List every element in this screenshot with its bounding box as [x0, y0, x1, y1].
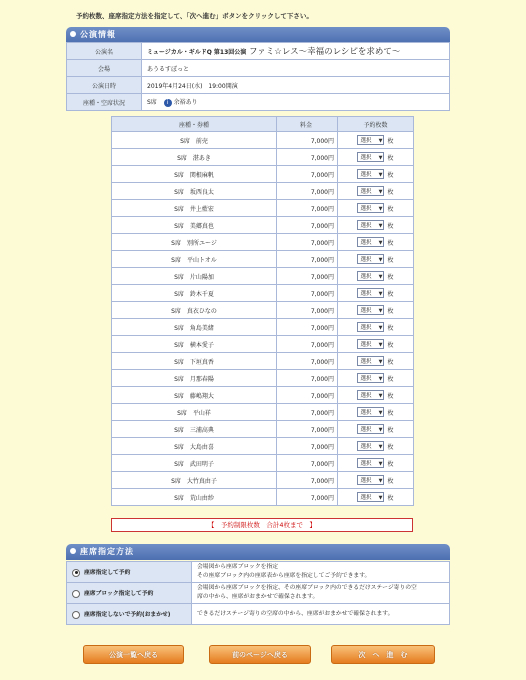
seat-type-name: S席 角島美緒 [112, 319, 277, 336]
seat-row [112, 472, 414, 489]
method-desc-line: 会場図から座席ブロックを指定、その座席ブロック内のできるだけステージ寄りの空 [197, 585, 417, 591]
performance-name-prefix: ミュージカル・ギルドQ 第13回公演 [147, 49, 247, 56]
performance-name-title: ファミ☆レス〜幸福のレシピを求めて〜 [248, 47, 401, 57]
quantity-select[interactable] [357, 186, 384, 196]
reservation-limit-note: 【 予約制限枚数 合計4枚まで 】 [111, 518, 413, 532]
seat-price: 7,000円 [277, 302, 338, 319]
chevron-down-icon: ▼ [378, 138, 383, 144]
method-option-desc [192, 604, 450, 625]
seat-row [112, 302, 414, 319]
method-option-label[interactable] [67, 562, 192, 583]
quantity-unit: 枚 [387, 392, 394, 400]
quantity-select-value: 選択 [360, 138, 372, 144]
quantity-select-value: 選択 [360, 325, 372, 331]
seat-price: 7,000円 [277, 132, 338, 149]
radio-auto-select[interactable] [72, 611, 80, 619]
method-option-text: 座席ブロック指定して予約 [84, 591, 154, 598]
quantity-cell [338, 132, 414, 149]
quantity-select[interactable] [357, 390, 384, 400]
instruction-text: 予約枚数、座席指定方法を指定して、「次へ進む」ボタンをクリックして下さい。 [76, 12, 313, 20]
quantity-cell [338, 234, 414, 251]
seat-price: 7,000円 [277, 251, 338, 268]
chevron-down-icon: ▼ [378, 172, 383, 178]
seat-price: 7,000円 [277, 200, 338, 217]
seat-row [112, 149, 414, 166]
header-price: 料金 [277, 117, 338, 132]
seat-row [112, 166, 414, 183]
seat-type-name: S席 大島由喜 [112, 438, 277, 455]
chevron-down-icon: ▼ [378, 495, 383, 501]
seat-row [112, 234, 414, 251]
seat-type-name: S席 三浦高典 [112, 421, 277, 438]
quantity-unit: 枚 [387, 290, 394, 298]
seat-price: 7,000円 [277, 183, 338, 200]
seat-price: 7,000円 [277, 387, 338, 404]
seat-type-name: S席 前売 [112, 132, 277, 149]
quantity-cell [338, 268, 414, 285]
seat-row [112, 183, 414, 200]
quantity-select[interactable] [357, 441, 384, 451]
seat-type-name: S席 藤嶋翔大 [112, 387, 277, 404]
quantity-select-value: 選択 [360, 257, 372, 263]
method-option-auto[interactable] [67, 604, 450, 625]
seat-status-value [142, 94, 450, 111]
quantity-select-value: 選択 [360, 359, 372, 365]
chevron-down-icon: ▼ [378, 189, 383, 195]
seat-status-label: 座種・空席状況 [67, 94, 142, 111]
method-option-label[interactable] [67, 604, 192, 625]
next-button[interactable]: 次 へ 進 む [331, 645, 435, 664]
quantity-select[interactable] [357, 407, 384, 417]
chevron-down-icon: ▼ [378, 291, 383, 297]
info-icon[interactable]: i [164, 99, 172, 107]
seat-row [112, 387, 414, 404]
quantity-cell [338, 387, 414, 404]
seat-row [112, 421, 414, 438]
header-quantity: 予約枚数 [338, 117, 414, 132]
chevron-down-icon: ▼ [378, 478, 383, 484]
seat-row [112, 438, 414, 455]
quantity-select-value: 選択 [360, 223, 372, 229]
radio-block-select[interactable] [72, 590, 80, 598]
method-option-label[interactable] [67, 583, 192, 604]
back-to-list-button[interactable]: 公演一覧へ戻る [83, 645, 184, 664]
seat-type-name: S席 武田明子 [112, 455, 277, 472]
performance-name-value [142, 43, 450, 60]
performance-name-label: 公演名 [67, 43, 142, 60]
quantity-cell [338, 285, 414, 302]
quantity-select[interactable] [357, 135, 384, 145]
seat-type-name: S席 下垣真香 [112, 353, 277, 370]
chevron-down-icon: ▼ [378, 223, 383, 229]
radio-seat-select[interactable] [72, 569, 80, 577]
previous-page-button[interactable]: 前のページへ戻る [209, 645, 311, 664]
quantity-select-value: 選択 [360, 478, 372, 484]
chevron-down-icon: ▼ [378, 257, 383, 263]
venue-value: あうるすぽっと [142, 60, 450, 77]
quantity-select-value: 選択 [360, 291, 372, 297]
seat-rows [112, 132, 414, 506]
method-option-seat[interactable] [67, 562, 450, 583]
chevron-down-icon: ▼ [378, 461, 383, 467]
performance-info-table [66, 42, 450, 111]
quantity-select-value: 選択 [360, 342, 372, 348]
quantity-select-value: 選択 [360, 155, 372, 161]
seat-row [112, 251, 414, 268]
chevron-down-icon: ▼ [378, 206, 383, 212]
quantity-select[interactable] [357, 475, 384, 485]
quantity-cell [338, 251, 414, 268]
quantity-unit: 枚 [387, 188, 394, 196]
chevron-down-icon: ▼ [378, 444, 383, 450]
header-seat-type: 座種・券種 [112, 117, 277, 132]
seat-price: 7,000円 [277, 353, 338, 370]
seat-row [112, 200, 414, 217]
quantity-select-value: 選択 [360, 444, 372, 450]
seat-type-name: S席 関根麻帆 [112, 166, 277, 183]
quantity-select[interactable] [357, 288, 384, 298]
chevron-down-icon: ▼ [378, 325, 383, 331]
quantity-unit: 枚 [387, 205, 394, 213]
quantity-select-value: 選択 [360, 427, 372, 433]
seat-price: 7,000円 [277, 268, 338, 285]
seat-row [112, 285, 414, 302]
seat-type-name: S席 横本愛子 [112, 336, 277, 353]
seat-row [112, 319, 414, 336]
seat-price: 7,000円 [277, 285, 338, 302]
chevron-down-icon: ▼ [378, 427, 383, 433]
quantity-unit: 枚 [387, 239, 394, 247]
method-desc-line: 席の中から、座席がおまかせで確保されます。 [197, 594, 319, 600]
method-desc-line: 会場図から座席ブロックを指定 [197, 564, 279, 570]
quantity-unit: 枚 [387, 375, 394, 383]
method-option-text: 座席指定して予約 [84, 570, 131, 577]
quantity-cell [338, 489, 414, 506]
method-option-desc [192, 583, 450, 604]
quantity-cell [338, 319, 414, 336]
quantity-unit: 枚 [387, 154, 394, 162]
quantity-cell [338, 302, 414, 319]
datetime-label: 公演日時 [67, 77, 142, 94]
seat-method-header: 座席指定方法 [66, 544, 450, 560]
seat-type-name: S席 片山陽加 [112, 268, 277, 285]
quantity-cell [338, 166, 414, 183]
seat-type-name: S席 別所ユージ [112, 234, 277, 251]
quantity-select[interactable] [357, 339, 384, 349]
seat-row [112, 132, 414, 149]
quantity-unit: 枚 [387, 477, 394, 485]
seat-table-header [112, 117, 414, 132]
chevron-down-icon: ▼ [378, 410, 383, 416]
seat-price: 7,000円 [277, 319, 338, 336]
seat-row [112, 268, 414, 285]
quantity-cell [338, 200, 414, 217]
seat-row [112, 336, 414, 353]
seat-status-type: S席 [147, 99, 157, 107]
quantity-select-value: 選択 [360, 206, 372, 212]
performance-info-header: 公演情報 [66, 27, 450, 43]
quantity-cell [338, 353, 414, 370]
quantity-unit: 枚 [387, 273, 394, 281]
datetime-row [67, 77, 450, 94]
seat-type-name: S席 真衣ひなの [112, 302, 277, 319]
seat-type-name: S席 美郷真也 [112, 217, 277, 234]
seat-type-name: S席 月那春陽 [112, 370, 277, 387]
seat-status-text: 余裕あり [173, 99, 198, 107]
quantity-select-value: 選択 [360, 274, 372, 280]
seat-type-name: S席 大竹真由子 [112, 472, 277, 489]
seat-price: 7,000円 [277, 166, 338, 183]
quantity-select[interactable] [357, 322, 384, 332]
seat-selection-table [111, 116, 414, 506]
seat-type-name: S席 平山祥 [112, 404, 277, 421]
seat-row [112, 370, 414, 387]
quantity-select-value: 選択 [360, 461, 372, 467]
chevron-down-icon: ▼ [378, 308, 383, 314]
seat-row [112, 353, 414, 370]
quantity-select-value: 選択 [360, 393, 372, 399]
quantity-unit: 枚 [387, 460, 394, 468]
seat-type-name: S席 湛あき [112, 149, 277, 166]
chevron-down-icon: ▼ [378, 359, 383, 365]
quantity-select[interactable] [357, 271, 384, 281]
method-option-desc [192, 562, 450, 583]
seat-row [112, 455, 414, 472]
quantity-select[interactable] [357, 220, 384, 230]
quantity-select[interactable] [357, 169, 384, 179]
quantity-select[interactable] [357, 237, 384, 247]
quantity-cell [338, 370, 414, 387]
quantity-unit: 枚 [387, 324, 394, 332]
quantity-select[interactable] [357, 305, 384, 315]
seat-type-name: S席 坂西良太 [112, 183, 277, 200]
seat-price: 7,000円 [277, 404, 338, 421]
quantity-select[interactable] [357, 424, 384, 434]
seat-price: 7,000円 [277, 370, 338, 387]
method-desc-line: できるだけステージ寄りの空席の中から、座席がおまかせで確保されます。 [197, 610, 394, 617]
seat-price: 7,000円 [277, 489, 338, 506]
quantity-cell [338, 336, 414, 353]
quantity-select[interactable] [357, 492, 384, 502]
chevron-down-icon: ▼ [378, 240, 383, 246]
seat-price: 7,000円 [277, 149, 338, 166]
quantity-unit: 枚 [387, 358, 394, 366]
seat-method-table [66, 561, 450, 625]
quantity-select[interactable] [357, 356, 384, 366]
seat-price: 7,000円 [277, 438, 338, 455]
quantity-select[interactable] [357, 458, 384, 468]
quantity-cell [338, 217, 414, 234]
quantity-unit: 枚 [387, 426, 394, 434]
seat-price: 7,000円 [277, 336, 338, 353]
quantity-cell [338, 421, 414, 438]
seat-row [112, 489, 414, 506]
venue-label: 会場 [67, 60, 142, 77]
quantity-unit: 枚 [387, 256, 394, 264]
quantity-select[interactable] [357, 152, 384, 162]
seat-type-name: S席 鈴木千夏 [112, 285, 277, 302]
seat-type-name: S席 井上藍宏 [112, 200, 277, 217]
quantity-select-value: 選択 [360, 495, 372, 501]
quantity-cell [338, 404, 414, 421]
quantity-cell [338, 438, 414, 455]
quantity-cell [338, 149, 414, 166]
quantity-unit: 枚 [387, 307, 394, 315]
quantity-select-value: 選択 [360, 172, 372, 178]
method-option-text: 座席指定しないで予約(おまかせ) [84, 612, 171, 619]
quantity-select[interactable] [357, 254, 384, 264]
method-option-block[interactable] [67, 583, 450, 604]
seat-price: 7,000円 [277, 421, 338, 438]
quantity-unit: 枚 [387, 409, 394, 417]
quantity-select-value: 選択 [360, 308, 372, 314]
quantity-unit: 枚 [387, 222, 394, 230]
quantity-select-value: 選択 [360, 189, 372, 195]
quantity-unit: 枚 [387, 137, 394, 145]
seat-type-name: S席 平山トオル [112, 251, 277, 268]
quantity-cell [338, 455, 414, 472]
method-desc-line: その座席ブロック内の座席表から座席を指定してご予約できます。 [197, 573, 371, 579]
seat-price: 7,000円 [277, 455, 338, 472]
quantity-unit: 枚 [387, 341, 394, 349]
seat-row [112, 404, 414, 421]
datetime-value: 2019年4月24日(水) 19:00開演 [142, 77, 450, 94]
chevron-down-icon: ▼ [378, 274, 383, 280]
chevron-down-icon: ▼ [378, 155, 383, 161]
chevron-down-icon: ▼ [378, 342, 383, 348]
chevron-down-icon: ▼ [378, 393, 383, 399]
venue-row [67, 60, 450, 77]
seat-price: 7,000円 [277, 472, 338, 489]
seat-row [112, 217, 414, 234]
seat-price: 7,000円 [277, 234, 338, 251]
seat-status-row [67, 94, 450, 111]
quantity-select-value: 選択 [360, 240, 372, 246]
seat-type-name: S席 荒山由紗 [112, 489, 277, 506]
quantity-unit: 枚 [387, 443, 394, 451]
quantity-cell [338, 183, 414, 200]
chevron-down-icon: ▼ [378, 376, 383, 382]
quantity-unit: 枚 [387, 171, 394, 179]
quantity-select-value: 選択 [360, 410, 372, 416]
quantity-select-value: 選択 [360, 376, 372, 382]
performance-name-row [67, 43, 450, 60]
quantity-select[interactable] [357, 203, 384, 213]
seat-price: 7,000円 [277, 217, 338, 234]
quantity-unit: 枚 [387, 494, 394, 502]
quantity-cell [338, 472, 414, 489]
quantity-select[interactable] [357, 373, 384, 383]
